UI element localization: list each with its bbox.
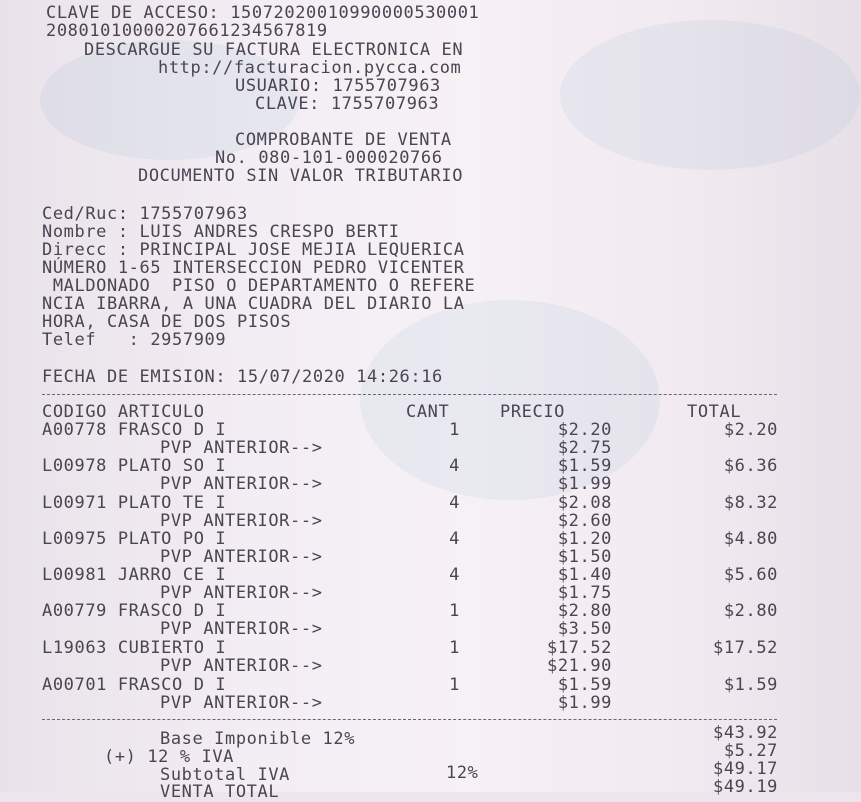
item-code: L19063 CUBIERTO I [42,638,227,658]
pvp-anterior-value: $1.75 [557,583,612,603]
documento-text: DOCUMENTO SIN VALOR TRIBUTARIO [138,166,464,186]
pvp-anterior-label: PVP ANTERIOR--> [160,656,323,676]
pvp-anterior-label: PVP ANTERIOR--> [160,511,323,531]
clave-text: CLAVE: 1755707963 [255,94,440,114]
column-codigo-articulo: CODIGO ARTICULO [42,402,205,422]
item-precio: $2.08 [557,493,612,513]
pvp-anterior-value: $2.75 [557,438,612,458]
item-code: L00978 PLATO SO I [42,456,227,476]
pvp-anterior-value: $1.50 [557,547,612,567]
item-total: $2.80 [723,601,778,621]
clave-acceso-line-2: 2080101000020766123456781​9 [46,21,328,41]
clave-acceso-line-1: CLAVE DE ACCESO: 1507202001099000053000​1 [46,3,480,23]
item-total: $6.36 [723,456,778,476]
item-total: $4.80 [723,529,778,549]
subtotal-iva-label: Subtotal IVA [160,765,291,785]
watermark-shape [560,20,860,170]
item-cant: 4 [449,529,460,549]
subtotal-iva-value: $49.17 [712,759,778,779]
pvp-anterior-label: PVP ANTERIOR--> [160,619,323,639]
pvp-anterior-label: PVP ANTERIOR--> [160,547,323,567]
customer-nombre: Nombre : LUIS ANDRES CRESPO BERTI [42,222,400,242]
item-total: $5.60 [723,565,778,585]
item-precio: $1.20 [557,529,612,549]
divider [42,394,777,395]
subtotal-iva-percent: 12% [446,763,479,783]
comprobante-title: COMPROBANTE DE VENTA [235,130,452,150]
pvp-anterior-label: PVP ANTERIOR--> [160,693,323,713]
fecha-emision: FECHA DE EMISION: 15/07/2020 14:26:16 [42,367,443,387]
item-cant: 1 [449,675,460,695]
base-imponible-label: Base Imponible 12% [160,729,356,749]
customer-direccion-5: HORA, CASA DE DOS PISOS [42,312,292,332]
column-total: TOTAL [687,402,742,422]
pvp-anterior-value: $2.60 [557,511,612,531]
pvp-anterior-value: $1.99 [557,474,612,494]
item-code: A00779 FRASCO D I [42,601,227,621]
customer-direccion-2: NÚMERO 1-65 INTERSECCION PEDRO VICENTER [42,258,465,278]
column-cant: CANT [406,402,450,422]
customer-direccion-1: Direcc : PRINCIPAL JOSE MEJIA LEQUERICA [42,240,465,260]
item-cant: 4 [449,493,460,513]
venta-total-label: VENTA TOTAL [160,782,280,802]
pvp-anterior-label: PVP ANTERIOR--> [160,438,323,458]
customer-ced: Ced/Ruc: 1755707963 [42,204,248,224]
base-imponible-value: $43.92 [712,723,778,743]
item-cant: 1 [449,638,460,658]
comprobante-number: No. 080-101-000020766 [215,148,443,168]
item-code: L00971 PLATO TE I [42,493,227,513]
item-code: A00701 FRASCO D I [42,675,227,695]
item-cant: 1 [449,420,460,440]
pvp-anterior-value: $21.90 [546,656,612,676]
iva-label: (+) 12 % IVA [104,747,235,767]
item-code: L00981 JARRO CE I [42,565,227,585]
customer-direccion-4: NCIA IBARRA, A UNA CUADRA DEL DIARIO LA [42,294,465,314]
item-precio: $2.80 [557,601,612,621]
item-precio: $1.59 [557,456,612,476]
item-total: $17.52 [712,638,778,658]
item-code: A00778 FRASCO D I [42,420,227,440]
item-total: $8.32 [723,493,778,513]
divider [42,719,777,720]
customer-telefono: Telef : 2957909 [42,330,227,350]
usuario-text: USUARIO: 1755707963 [235,76,441,96]
pvp-anterior-value: $1.99 [557,693,612,713]
item-precio: $17.52 [546,638,612,658]
item-total: $1.59 [723,675,778,695]
pvp-anterior-value: $3.50 [557,619,612,639]
item-precio: $1.40 [557,565,612,585]
customer-direccion-3: MALDONADO PISO O DEPARTAMENTO O REFERE [42,276,476,296]
column-precio: PRECIO [500,402,566,422]
item-cant: 4 [449,565,460,585]
item-total: $2.20 [723,420,778,440]
venta-total-value: $49.19 [712,777,778,797]
pvp-anterior-label: PVP ANTERIOR--> [160,474,323,494]
factura-url: http://facturacion.pycca.com [158,58,462,78]
item-cant: 4 [449,456,460,476]
pvp-anterior-label: PVP ANTERIOR--> [160,583,323,603]
item-cant: 1 [449,601,460,621]
descargue-text: DESCARGUE SU FACTURA ELECTRONICA EN [84,40,464,60]
item-precio: $1.59 [557,675,612,695]
iva-value: $5.27 [723,741,778,761]
item-code: L00975 PLATO PO I [42,529,227,549]
item-precio: $2.20 [557,420,612,440]
